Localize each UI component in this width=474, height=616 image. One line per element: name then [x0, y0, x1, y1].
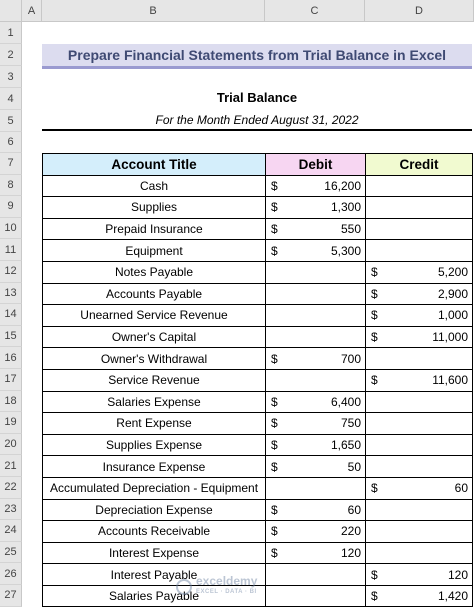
debit-cell[interactable]	[266, 434, 366, 456]
watermark-name: exceldemy	[196, 574, 258, 588]
table-row	[43, 456, 473, 478]
credit-amount: 11,000	[432, 330, 468, 345]
row-header-26[interactable]: 26	[0, 563, 22, 585]
table-row	[43, 283, 473, 305]
credit-cell[interactable]	[366, 283, 473, 305]
row-header-4[interactable]: 4	[0, 88, 22, 110]
credit-cell[interactable]	[366, 564, 473, 586]
column-header-b[interactable]: B	[42, 0, 265, 22]
row-header-2[interactable]: 2	[0, 44, 22, 66]
header-debit[interactable]: Debit	[266, 154, 366, 176]
row-header-15[interactable]: 15	[0, 326, 22, 348]
debit-cell[interactable]	[266, 499, 366, 521]
currency-symbol: $	[271, 351, 278, 366]
account-title-cell[interactable]: Depreciation Expense	[43, 499, 266, 521]
credit-cell[interactable]	[366, 197, 473, 219]
currency-symbol: $	[271, 416, 278, 431]
table-row	[43, 564, 473, 586]
table-row	[43, 197, 473, 219]
debit-amount: 1,650	[330, 438, 361, 453]
table-row	[43, 305, 473, 327]
debit-amount: 60	[347, 502, 361, 517]
currency-symbol: $	[271, 459, 278, 474]
account-title-cell[interactable]: Rent Expense	[43, 413, 266, 435]
debit-cell[interactable]	[266, 348, 366, 370]
account-title-cell[interactable]: Prepaid Insurance	[43, 218, 266, 240]
report-period[interactable]: For the Month Ended August 31, 2022	[155, 113, 359, 127]
currency-symbol: $	[271, 545, 278, 560]
currency-symbol: $	[371, 481, 378, 496]
currency-symbol: $	[271, 222, 278, 237]
row-header-17[interactable]: 17	[0, 369, 22, 391]
row-header-25[interactable]: 25	[0, 542, 22, 564]
debit-amount: 50	[347, 459, 361, 474]
row-header-5[interactable]: 5	[0, 110, 22, 132]
debit-cell[interactable]	[266, 218, 366, 240]
row-header-19[interactable]: 19	[0, 412, 22, 434]
debit-amount: 6,400	[330, 394, 361, 409]
credit-amount: 120	[447, 567, 468, 582]
debit-cell[interactable]	[266, 585, 366, 607]
credit-amount: 2,900	[437, 286, 468, 301]
header-rule	[42, 129, 472, 131]
debit-amount: 120	[340, 545, 361, 560]
currency-symbol: $	[271, 524, 278, 539]
table-row	[43, 175, 473, 197]
credit-amount: 5,200	[437, 265, 468, 280]
debit-amount: 5,300	[330, 243, 361, 258]
row-header-22[interactable]: 22	[0, 477, 22, 499]
table-row	[43, 261, 473, 283]
credit-amount: 11,600	[432, 373, 468, 388]
header-credit[interactable]: Credit	[366, 154, 473, 176]
table-row	[43, 326, 473, 348]
currency-symbol: $	[271, 178, 278, 193]
debit-cell[interactable]	[266, 564, 366, 586]
account-title-cell[interactable]: Notes Payable	[43, 261, 266, 283]
debit-cell[interactable]	[266, 391, 366, 413]
select-all-corner[interactable]	[0, 0, 22, 22]
table-header-row	[43, 154, 473, 176]
account-title-cell[interactable]: Accounts Payable	[43, 283, 266, 305]
debit-amount: 1,300	[330, 200, 361, 215]
table-row	[43, 240, 473, 262]
credit-cell[interactable]	[366, 456, 473, 478]
column-header-a[interactable]: A	[22, 0, 42, 22]
table-row	[43, 542, 473, 564]
watermark-tagline: EXCEL · DATA · BI	[196, 589, 257, 595]
credit-cell[interactable]	[366, 348, 473, 370]
row-header-13[interactable]: 13	[0, 283, 22, 305]
account-title-cell[interactable]: Insurance Expense	[43, 456, 266, 478]
account-title-cell[interactable]: Accumulated Depreciation - Equipment	[43, 477, 266, 499]
account-title-cell[interactable]: Supplies Expense	[43, 434, 266, 456]
currency-symbol: $	[271, 394, 278, 409]
credit-cell[interactable]	[366, 218, 473, 240]
currency-symbol: $	[371, 308, 378, 323]
column-header-c[interactable]: C	[265, 0, 365, 22]
table-row	[43, 391, 473, 413]
credit-cell[interactable]	[366, 369, 473, 391]
account-title-cell[interactable]: Owner's Capital	[43, 326, 266, 348]
debit-cell[interactable]	[266, 521, 366, 543]
debit-cell[interactable]	[266, 413, 366, 435]
currency-symbol: $	[371, 330, 378, 345]
row-header-18[interactable]: 18	[0, 391, 22, 413]
account-title-cell[interactable]: Cash	[43, 175, 266, 197]
table-row	[43, 585, 473, 607]
debit-amount: 16,200	[324, 178, 361, 193]
row-header-20[interactable]: 20	[0, 434, 22, 456]
header-account-title[interactable]: Account Title	[43, 154, 266, 176]
currency-symbol: $	[271, 200, 278, 215]
currency-symbol: $	[371, 567, 378, 582]
debit-amount: 550	[340, 222, 361, 237]
credit-cell[interactable]	[366, 585, 473, 607]
row-header-21[interactable]: 21	[0, 455, 22, 477]
credit-cell[interactable]	[366, 521, 473, 543]
row-header-11[interactable]: 11	[0, 239, 22, 261]
currency-symbol: $	[371, 265, 378, 280]
debit-cell[interactable]	[266, 197, 366, 219]
debit-cell[interactable]	[266, 283, 366, 305]
credit-cell[interactable]	[366, 413, 473, 435]
row-header-10[interactable]: 10	[0, 218, 22, 240]
account-title-cell[interactable]: Salaries Expense	[43, 391, 266, 413]
debit-cell[interactable]	[266, 542, 366, 564]
table-row	[43, 477, 473, 499]
row-header-24[interactable]: 24	[0, 520, 22, 542]
row-header-1[interactable]: 1	[0, 22, 22, 44]
account-title-cell[interactable]: Accounts Receivable	[43, 521, 266, 543]
table-row	[43, 369, 473, 391]
account-title-cell[interactable]: Interest Payable	[43, 564, 266, 586]
row-header-27[interactable]: 27	[0, 585, 22, 607]
column-header-d[interactable]: D	[365, 0, 474, 22]
row-header-8[interactable]: 8	[0, 175, 22, 197]
currency-symbol: $	[371, 373, 378, 388]
credit-amount: 1,420	[437, 589, 468, 604]
row-header-7[interactable]: 7	[0, 153, 22, 175]
credit-cell[interactable]	[366, 477, 473, 499]
credit-cell[interactable]	[366, 326, 473, 348]
account-title-cell[interactable]: Equipment	[43, 240, 266, 262]
trial-balance-table	[42, 153, 473, 607]
account-title-cell[interactable]: Service Revenue	[43, 369, 266, 391]
currency-symbol: $	[371, 286, 378, 301]
row-header-23[interactable]: 23	[0, 499, 22, 521]
report-title[interactable]: Trial Balance	[216, 90, 298, 105]
account-title-cell[interactable]: Owner's Withdrawal	[43, 348, 266, 370]
account-title-cell[interactable]: Unearned Service Revenue	[43, 305, 266, 327]
debit-amount: 700	[340, 351, 361, 366]
debit-cell[interactable]	[266, 369, 366, 391]
trial-balance-body	[43, 175, 473, 607]
account-title-cell[interactable]: Supplies	[43, 197, 266, 219]
currency-symbol: $	[271, 502, 278, 517]
debit-amount: 220	[340, 524, 361, 539]
credit-amount: 1,000	[437, 308, 468, 323]
credit-cell[interactable]	[366, 261, 473, 283]
row-header-9[interactable]: 9	[0, 196, 22, 218]
debit-cell[interactable]	[266, 261, 366, 283]
row-header-14[interactable]: 14	[0, 304, 22, 326]
debit-cell[interactable]	[266, 326, 366, 348]
credit-amount: 60	[454, 481, 468, 496]
debit-cell[interactable]	[266, 456, 366, 478]
credit-cell[interactable]	[366, 240, 473, 262]
row-header-16[interactable]: 16	[0, 347, 22, 369]
account-title-cell[interactable]: Interest Expense	[43, 542, 266, 564]
currency-symbol: $	[271, 243, 278, 258]
currency-symbol: $	[371, 589, 378, 604]
credit-cell[interactable]	[366, 542, 473, 564]
row-header-3[interactable]: 3	[0, 66, 22, 88]
table-row	[43, 521, 473, 543]
debit-cell[interactable]	[266, 305, 366, 327]
debit-amount: 750	[340, 416, 361, 431]
currency-symbol: $	[271, 438, 278, 453]
credit-cell[interactable]	[366, 499, 473, 521]
row-header-6[interactable]: 6	[0, 132, 22, 153]
sheet-title[interactable]: Prepare Financial Statements from Trial Balance in Excel	[42, 44, 472, 69]
table-row	[43, 434, 473, 456]
credit-cell[interactable]	[366, 175, 473, 197]
account-title-cell[interactable]: Salaries Payable	[43, 585, 266, 607]
credit-cell[interactable]	[366, 434, 473, 456]
table-row	[43, 413, 473, 435]
row-header-12[interactable]: 12	[0, 261, 22, 283]
debit-cell[interactable]	[266, 477, 366, 499]
debit-cell[interactable]	[266, 240, 366, 262]
table-row	[43, 218, 473, 240]
table-row	[43, 499, 473, 521]
credit-cell[interactable]	[366, 391, 473, 413]
table-row	[43, 348, 473, 370]
debit-cell[interactable]	[266, 175, 366, 197]
credit-cell[interactable]	[366, 305, 473, 327]
